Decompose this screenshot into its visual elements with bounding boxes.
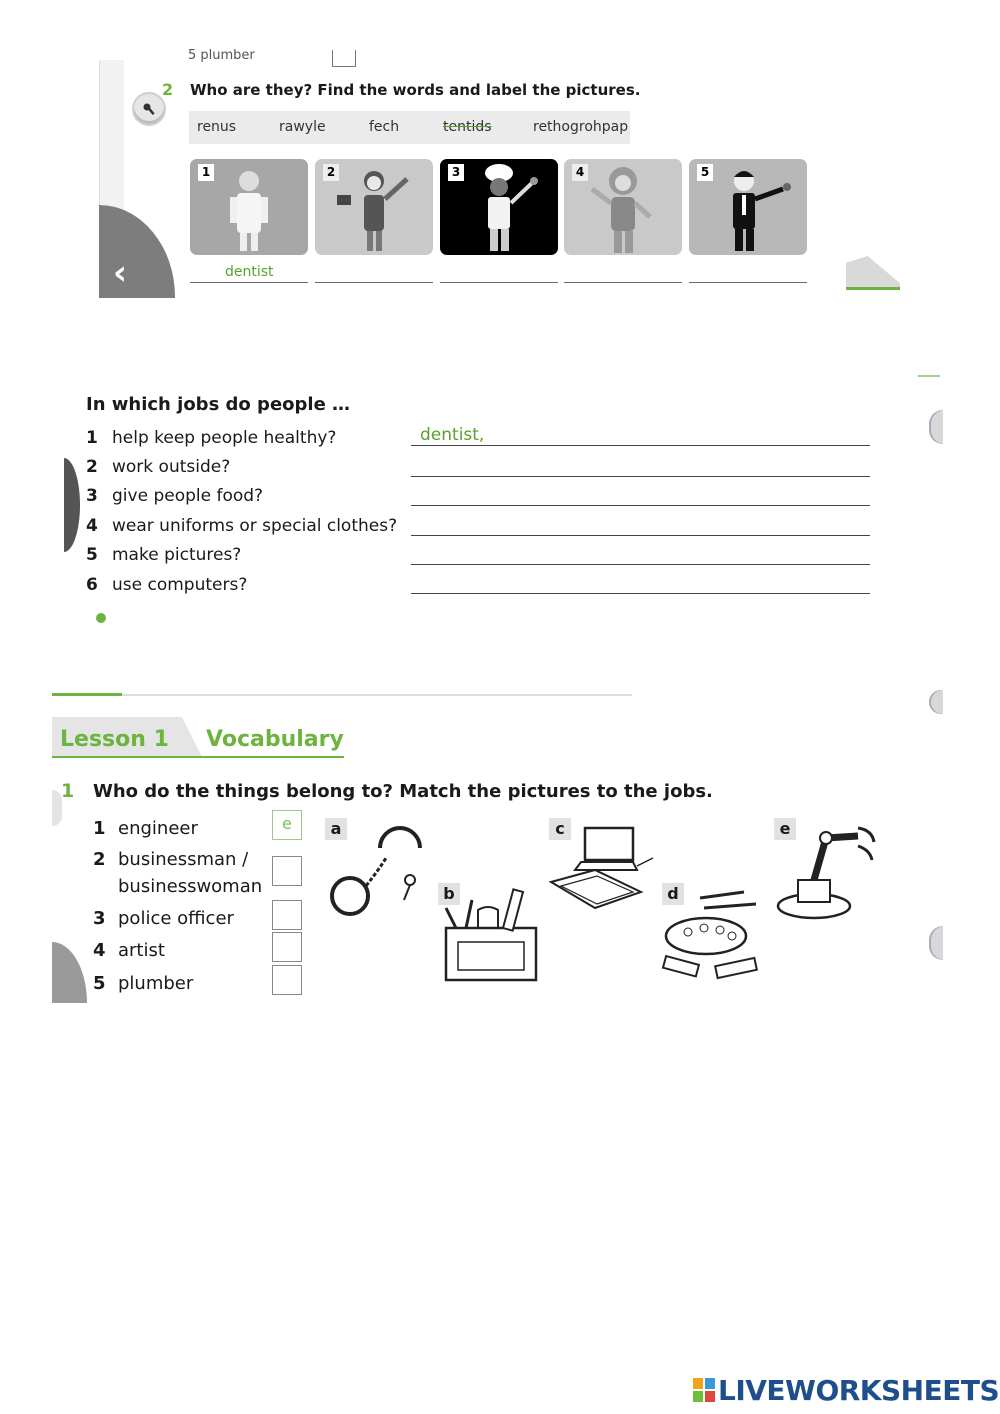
- edge-rule: [918, 375, 940, 377]
- back-button[interactable]: [99, 205, 175, 298]
- toolbox-icon: [438, 880, 548, 990]
- question-text: give people food?: [112, 486, 264, 506]
- picture-1: [190, 159, 308, 255]
- word-bank-item: renus: [197, 119, 237, 135]
- edge-tab: [929, 926, 943, 960]
- answer-text: dentist: [225, 264, 274, 280]
- job-name: artist: [118, 940, 165, 961]
- answer-box-1[interactable]: [272, 810, 302, 840]
- paint-palette-icon: [660, 886, 770, 986]
- bullet-dot: [96, 613, 106, 623]
- answer-box-2[interactable]: [272, 856, 302, 886]
- exercise-title: Who are they? Find the words and label the pictures.: [190, 81, 641, 99]
- word-bank-item-crossed: tentids: [443, 119, 492, 135]
- answer-line-q1[interactable]: [411, 425, 870, 446]
- picture-letter: d: [662, 883, 684, 905]
- answer-line-q5[interactable]: [411, 544, 870, 565]
- answer-line-q3[interactable]: [411, 485, 870, 506]
- picture-4: [564, 159, 682, 255]
- side-disc: [52, 942, 87, 1003]
- question-number: 1: [86, 428, 98, 448]
- picture-number: 1: [198, 164, 214, 181]
- edge-tab: [929, 410, 943, 444]
- edge-tab: [929, 690, 943, 714]
- answer-text: e: [282, 814, 292, 833]
- answer-box-4[interactable]: [272, 932, 302, 962]
- question-text: make pictures?: [112, 545, 242, 565]
- picture-letter: c: [549, 818, 571, 840]
- answer-line-5[interactable]: [689, 262, 807, 283]
- divider: [52, 694, 632, 696]
- question-number: 6: [86, 575, 98, 595]
- answer-line-3[interactable]: [440, 262, 558, 283]
- question-text: use computers?: [112, 575, 248, 595]
- answer-line-1[interactable]: [190, 262, 308, 283]
- picture-number: 3: [448, 164, 464, 181]
- picture-5: [689, 159, 807, 255]
- divider-accent: [52, 693, 122, 696]
- chevron-left-icon: ‹: [113, 253, 128, 293]
- picture-letter: b: [438, 883, 460, 905]
- job-name: police officer: [118, 908, 234, 929]
- picture-number: 5: [697, 164, 713, 181]
- job-number: 1: [93, 818, 106, 839]
- picture-letter: a: [325, 818, 347, 840]
- answer-box-3[interactable]: [272, 900, 302, 930]
- question-text: work outside?: [112, 457, 231, 477]
- job-number: 2: [93, 849, 106, 870]
- exercise-number: 1: [61, 780, 75, 802]
- page-corner-tab: [846, 256, 900, 290]
- job-name: engineer: [118, 818, 198, 839]
- word-bank: [189, 111, 630, 144]
- word-bank-item: rethogrohpap: [533, 119, 629, 135]
- section-title: In which jobs do people …: [86, 394, 351, 415]
- laptop-icon: [545, 826, 655, 916]
- job-number: 3: [93, 908, 106, 929]
- picture-2: [315, 159, 433, 255]
- answer-box-5[interactable]: [272, 965, 302, 995]
- question-number: 3: [86, 486, 98, 506]
- question-number: 5: [86, 545, 98, 565]
- cut-off-box: [332, 50, 356, 67]
- liveworksheets-logo-icon: [693, 1378, 715, 1402]
- heading-underline: [52, 756, 344, 758]
- handcuffs-icon: [320, 818, 430, 918]
- answer-line-4[interactable]: [564, 262, 682, 283]
- question-text: help keep people healthy?: [112, 428, 337, 448]
- picture-number: 2: [323, 164, 339, 181]
- word-bank-item: rawyle: [279, 119, 326, 135]
- exercise-number: 2: [162, 80, 174, 99]
- side-disc: [64, 458, 80, 552]
- question-number: 2: [86, 457, 98, 477]
- liveworksheets-logo: LIVEWORKSHEETS: [718, 1374, 1000, 1407]
- job-number: 4: [93, 940, 106, 961]
- audio-icon[interactable]: [132, 92, 166, 126]
- lesson-label: Lesson 1: [60, 727, 169, 752]
- answer-line-2[interactable]: [315, 262, 433, 283]
- robot-arm-icon: [774, 816, 884, 924]
- picture-letter: e: [774, 818, 796, 840]
- word-bank-item: fech: [369, 119, 400, 135]
- job-name: plumber: [118, 973, 194, 994]
- job-number: 5: [93, 973, 106, 994]
- answer-line-q2[interactable]: [411, 456, 870, 477]
- job-name-line2: businesswoman: [118, 876, 263, 897]
- question-number: 4: [86, 516, 98, 536]
- answer-text: dentist,: [420, 425, 485, 445]
- picture-number: 4: [572, 164, 588, 181]
- answer-line-q4[interactable]: [411, 515, 870, 536]
- answer-line-q6[interactable]: [411, 573, 870, 594]
- cut-off-line: 5 plumber: [188, 48, 255, 63]
- exercise-title: Who do the things belong to? Match the pictures to the jobs.: [93, 781, 713, 802]
- picture-3: [440, 159, 558, 255]
- section-heading: Vocabulary: [206, 727, 344, 752]
- job-name: businessman /: [118, 849, 249, 870]
- question-text: wear uniforms or special clothes?: [112, 516, 398, 536]
